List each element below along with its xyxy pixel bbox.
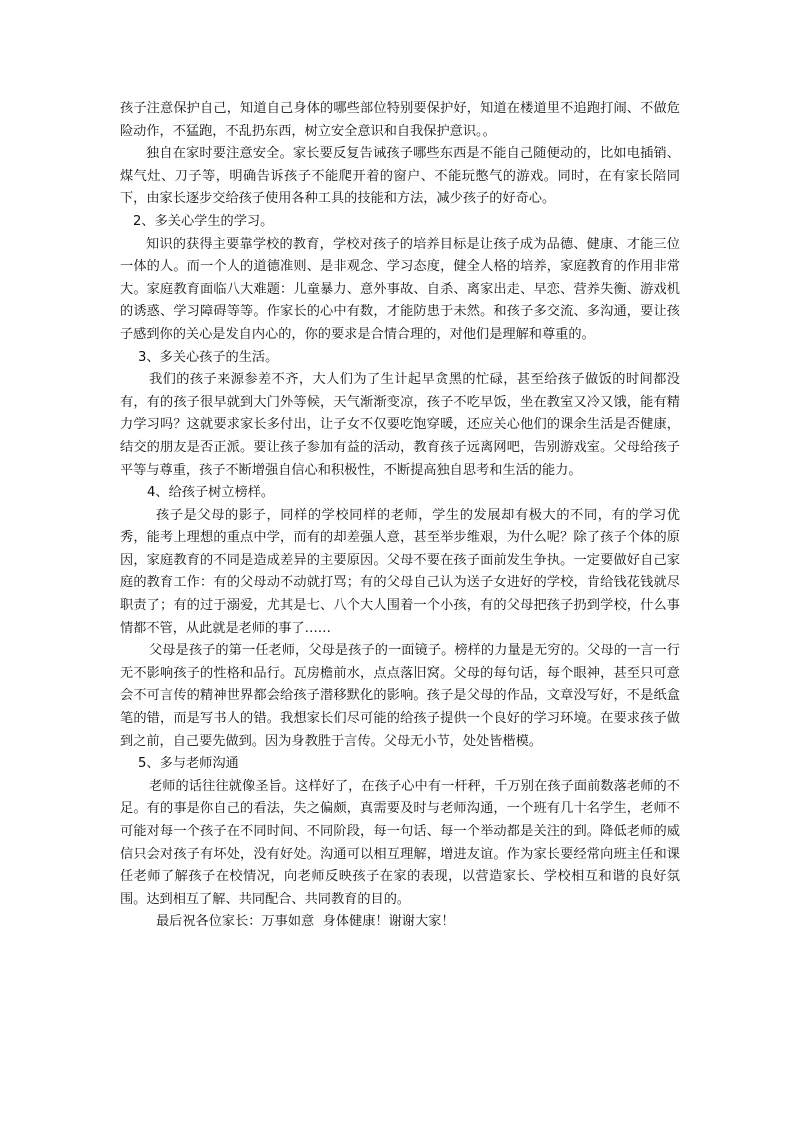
closing-remarks: 最后祝各位家长：万事如意 身体健康！谢谢大家！ [156, 914, 455, 930]
paragraph-study: 知识的获得主要靠学校的教育，学校对孩子的培养目标是让孩子成为品德、健康、才能三位一体的人。而一个人的道德准则、是非观念、学习态度，健全人格的培养，家庭教育的作用非常大。家庭教育面临八大难题：儿童暴力、意外事故、自杀、离家出走、早恋、营养失衡、游戏机的诱惑、学习障碍等等。作家长的心中有数，才能防患于未然。和孩子多交流、多沟通，要让孩子感到你的关心是发自内心的，你的要求是合情合理的，对他们是理解和尊重的。 [120, 236, 680, 342]
section-heading-role-model: 4、给孩子树立榜样。 [147, 485, 275, 501]
document-body [120, 98, 680, 934]
paragraph-role-model-1: 孩子是父母的影子，同样的学校同样的老师，学生的发展却有极大的不同，有的学习优秀，能考上理想的重点中学，而有的却差强人意，甚至举步维艰，为什么呢？除了孩子个体的原因，家庭教育的不同是造成差异的主要原因。父母不要在孩子面前发生争执。一定要做好自己家庭的教育工作：有的父母动不动就打骂；有的父母自己认为送子女进好的学校，肯给钱花钱就尽职责了；有的过于溺爱，尤其是七、八个大人围着一个小孩，有的父母把孩子扔到学校，什么事情都不管，从此就是老师的事了…… [120, 507, 680, 636]
section-heading-study: 2、多关心学生的学习。 [133, 213, 274, 229]
section-heading-teacher-communication: 5、多与老师沟通 [138, 756, 239, 772]
paragraph-teacher-communication: 老师的话往往就像圣旨。这样好了，在孩子心中有一杆秤，千万别在孩子面前数落老师的不足。有的事是你自己的看法，失之偏颇，真需要及时与老师沟通，一个班有几十名学生，老师不可能对每一个孩子在不同时间、不同阶段，每一句话、每一个举动都是关注的到。降低老师的威信只会对孩子有坏处，没有好处。沟通可以相互理解，增进友谊。作为家长要经常向班主任和课任老师了解孩子在校情况，向老师反映孩子在家的表现，以营造家长、学校相互和谐的良好氛围。达到相互了解、共同配合、共同教育的目的。 [120, 778, 680, 907]
paragraph-role-model-2: 父母是孩子的第一任老师，父母是孩子的一面镜子。榜样的力量是无穷的。父母的一言一行无不影响孩子的性格和品行。瓦房檐前水，点点落旧窝。父母的每句话，每个眼神，甚至只可意会不可言传的精神世界都会给孩子潜移默化的影响。孩子是父母的作品，文章没写好，不是纸盒笔的错，而是写书人的错。我想家长们尽可能的给孩子提供一个良好的学习环境。在要求孩子做到之前，自己要先做到。因为身教胜于言传。父母无小节，处处皆楷模。 [120, 643, 680, 749]
section-heading-life: 3、多关心孩子的生活。 [138, 349, 279, 365]
paragraph-safety-awareness: 孩子注意保护自己，知道自己身体的哪些部位特别要保护好，知道在楼道里不追跑打闹、不做危险动作，不猛跑，不乱扔东西，树立安全意识和自我保护意识。。 [120, 101, 680, 139]
paragraph-life: 我们的孩子来源参差不齐，大人们为了生计起早贪黑的忙碌，甚至给孩子做饭的时间都没有，有的孩子很早就到大门外等候，天气渐渐变凉，孩子不吃早饭，坐在教室又冷又饿，能有精力学习吗？这就要求家长多付出，让子女不仅要吃饱穿暖，还应关心他们的课余生活是否健康，结交的朋友是否正派。要让孩子参加有益的活动，教育孩子远离网吧，告别游戏室。父母给孩子平等与尊重，孩子不断增强自信心和积极性，不断提高独自思考和生活的能力。 [120, 372, 680, 478]
paragraph-home-safety: 独自在家时要注意安全。家长要反复告诫孩子哪些东西是不能自己随便动的，比如电插销、煤气灶、刀子等，明确告诉孩子不能爬开着的窗户、不能玩憋气的游戏。同时，在有家长陪同下，由家长逐步交给孩子使用各种工具的技能和方法，减少孩子的好奇心。 [120, 146, 680, 207]
